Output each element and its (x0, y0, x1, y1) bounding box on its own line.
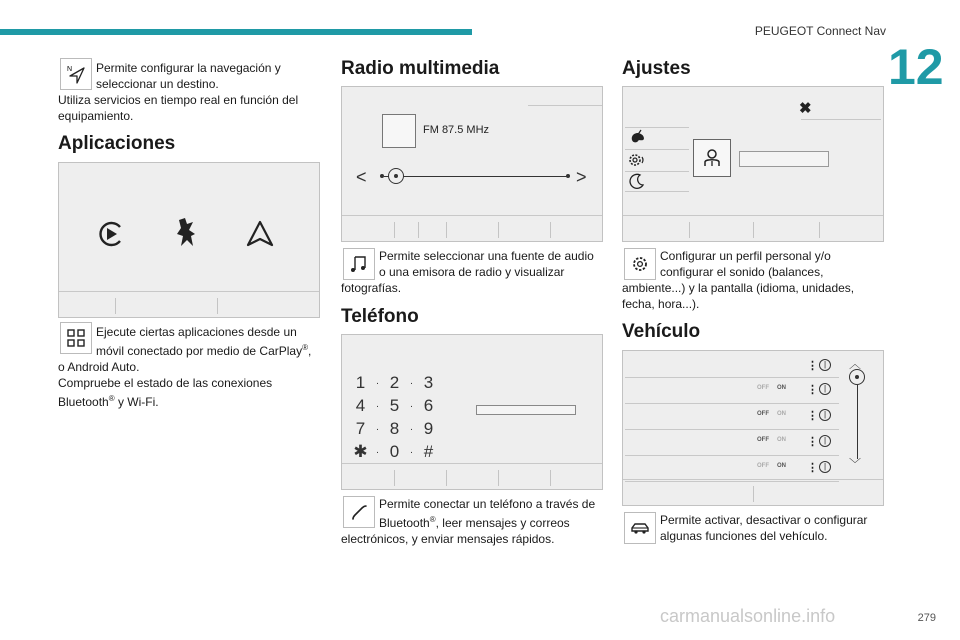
settings-description: Configurar un perfil personal y/o configurar el sonido (balances, ambiente...) y la pantalla (idioma, unidades, fecha, hora...). (622, 249, 855, 311)
carplay-icon (95, 219, 125, 254)
profile-avatar-icon[interactable] (693, 139, 731, 177)
keypad-key[interactable]: 8 (389, 419, 400, 438)
profile-name-field[interactable] (739, 151, 829, 167)
keypad-separator: · (375, 447, 380, 459)
vehicle-screen (622, 350, 884, 506)
settings-heading: Ajustes (622, 58, 691, 79)
scroll-track[interactable] (857, 385, 858, 459)
on-off-toggle[interactable]: OFF ON (757, 411, 786, 417)
header-title: PEUGEOT Connect Nav (754, 24, 886, 38)
keypad-separator: · (409, 401, 414, 413)
keypad-key[interactable]: 5 (389, 396, 400, 415)
keypad-row (352, 373, 437, 393)
on-off-toggle[interactable]: OFF ON (757, 463, 786, 469)
android-auto-icon (245, 219, 275, 254)
keypad-key[interactable]: ✱ (353, 442, 368, 461)
chapter-number: 12 (888, 39, 944, 95)
keypad-separator: · (409, 424, 414, 436)
moon-icon[interactable] (629, 173, 645, 194)
keypad-key[interactable]: 6 (423, 396, 434, 415)
more-options-icon[interactable]: ⋮ (807, 384, 818, 396)
more-options-icon[interactable]: ⋮ (807, 410, 818, 422)
gear-sound-icon[interactable] (627, 151, 647, 174)
scroll-up-button[interactable]: ︿ (849, 357, 862, 371)
keypad-key[interactable]: 2 (389, 373, 400, 392)
apps-description: Ejecute ciertas aplicaciones desde un móvil conectado por medio de CarPlay®, o Android Auto. Compruebe el estado de las conexiones Bluetooth® y Wi-Fi. (58, 325, 312, 409)
keypad-separator: · (409, 378, 414, 390)
keypad-separator: · (375, 424, 380, 436)
phone-screen (341, 334, 603, 490)
more-options-icon[interactable]: ⋮ (807, 436, 818, 448)
info-icon[interactable]: | (819, 409, 831, 421)
next-station-button[interactable]: > (576, 167, 587, 187)
header-accent-bar (0, 29, 472, 35)
peugeot-lion-icon (171, 216, 201, 255)
keypad-row (352, 396, 437, 416)
phone-bottom-bar (342, 463, 602, 489)
svg-text:N: N (67, 66, 73, 73)
scroll-handle[interactable] (849, 369, 865, 385)
info-icon[interactable]: | (819, 461, 831, 473)
info-icon[interactable]: | (819, 435, 831, 447)
phone-heading: Teléfono (341, 306, 419, 327)
info-icon[interactable]: | (819, 383, 831, 395)
vehicle-bottom-bar (623, 479, 883, 505)
more-options-icon[interactable]: ⋮ (807, 462, 818, 474)
settings-bottom-bar (623, 215, 883, 241)
nav-intro-text: Permite configurar la navegación y seleccionar un destino. Utiliza servicios en tiempo real en función del equipamiento. (58, 61, 299, 123)
info-icon[interactable]: | (819, 359, 831, 371)
keypad-separator: · (375, 401, 380, 413)
radio-heading: Radio multimedia (341, 58, 500, 79)
radio-screen (341, 86, 603, 242)
vehicle-heading: Vehículo (622, 321, 701, 342)
previous-station-button[interactable]: < (356, 167, 367, 187)
keypad-key[interactable]: 3 (423, 373, 434, 392)
keypad-row (352, 419, 437, 439)
close-icon[interactable]: ✖ (799, 100, 812, 117)
keypad-key[interactable]: 1 (355, 373, 366, 392)
keypad-key[interactable]: # (423, 442, 434, 461)
vehicle-description: Permite activar, desactivar o configurar algunas funciones del vehículo. (660, 513, 868, 543)
apps-heading: Aplicaciones (58, 133, 176, 154)
page-number: 279 (917, 612, 936, 624)
watermark: carmanualsonline.info (660, 606, 836, 626)
scroll-down-button[interactable]: ﹀ (849, 457, 862, 471)
frequency-slider-track[interactable] (384, 176, 568, 177)
keypad-key[interactable]: 4 (355, 396, 366, 415)
settings-screen (622, 86, 884, 242)
palette-icon[interactable] (629, 129, 647, 152)
phone-description: Permite conectar un teléfono a través de Bluetooth®, leer mensajes y correos electrónicos, y enviar mensajes rápidos. (341, 497, 596, 546)
apps-bottom-bar (59, 291, 319, 317)
apps-screen (58, 162, 320, 318)
keypad-key[interactable]: 7 (355, 419, 366, 438)
radio-bottom-bar (342, 215, 602, 241)
keypad-separator: · (375, 378, 380, 390)
keypad-row (352, 442, 437, 462)
on-off-toggle[interactable]: OFF ON (757, 437, 786, 443)
phone-number-field[interactable] (476, 405, 576, 415)
more-options-icon[interactable]: ⋮ (807, 360, 818, 372)
keypad-key[interactable]: 9 (423, 419, 434, 438)
station-logo-placeholder (382, 114, 416, 148)
keypad-key[interactable]: 0 (389, 442, 400, 461)
radio-description: Permite seleccionar una fuente de audio o una emisora de radio y visualizar fotografías. (341, 249, 594, 295)
station-frequency: FM 87.5 MHz (423, 124, 490, 136)
keypad-separator: · (409, 447, 414, 459)
on-off-toggle[interactable]: OFF ON (757, 385, 786, 391)
frequency-slider-handle[interactable] (388, 168, 404, 184)
